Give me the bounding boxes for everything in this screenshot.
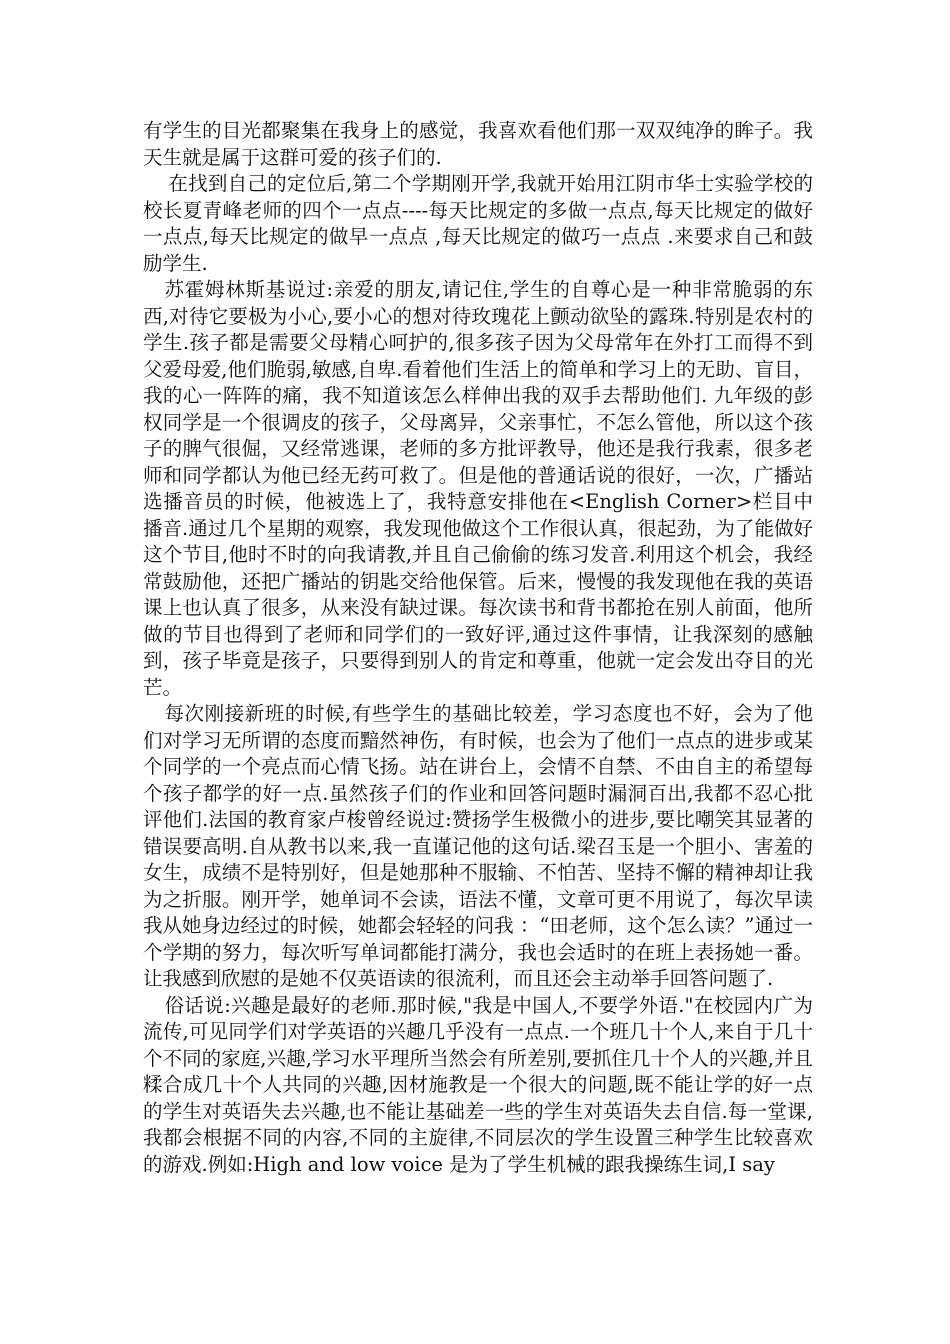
paragraph-1: 有学生的目光都聚集在我身上的感觉，我喜欢看他们那一双双纯净的眸子。我天生就是属于这群可爱的孩子们的. <box>143 119 813 169</box>
paragraph-3: 苏霍姆林斯基说过:亲爱的朋友,请记住,学生的自尊心是一种非常脆弱的东西,对待它要极为小心,要小心的想对待玫瑰花上颤动欲坠的露珠.特别是农村的学生.孩子都是需要父母精心呵护的,很多孩子因为父母常年在外打工而得不到父爱母爱,他们脆弱,敏感,自卑.看着他们生活上的简单和学习上的无助、盲目，我的心一阵阵的痛，我不知道该怎么样伸出我的双手去帮助他们. 九年级的彭权同学是一个很调皮的孩子，父母离异，父亲事忙，不怎么管他，所以这个孩子的脾气很倔，又经常逃课，老师的多方批评教导，他还是我行我素，很多老师和同学都认为他已经无药可救了。但是他的普通话说的很好，一次，广播站选播音员的时候，他被选上了，我特意安排他在<English Corner>栏目中播音.通过几个星期的观察，我发现他做这个工作很认真，很起劲，为了能做好这个节目,他时不时的向我请教,并且自己偷偷的练习发音.利用这个机会，我经常鼓励他，还把广播站的钥匙交给他保管。后来，慢慢的我发现他在我的英语课上也认真了很多，从来没有缺过课。每次读书和背书都抢在别人前面，他所做的节目也得到了老师和同学们的一致好评,通过这件事情，让我深刻的感触到，孩子毕竟是孩子，只要得到别人的肯定和尊重，他就一定会发出夺目的光芒。 <box>143 278 813 699</box>
document-page <box>143 118 813 1178</box>
paragraph-5: 俗话说:兴趣是最好的老师.那时候,"我是中国人,不要学外语."在校园内广为流传,可见同学们对学英语的兴趣几乎没有一点点.一个班几十个人,来自于几十个不同的家庭,兴趣,学习水平理所当然会有所差别,要抓住几十个人的兴趣,并且糅合成几十个人共同的兴趣,因材施教是一个很大的问题,既不能让学的好一点的学生对英语失去兴趣,也不能让基础差一些的学生对英语失去自信.每一堂课,我都会根据不同的内容,不同的主旋律,不同层次的学生设置三种学生比较喜欢的游戏.例如:High and low voice 是为了学生机械的跟我操练生词,I say <box>143 993 813 1176</box>
paragraph-2: 在找到自己的定位后,第二个学期刚开学,我就开始用江阴市华士实验学校的校长夏青峰老师的四个一点点----每天比规定的多做一点点,每天比规定的做好一点点,每天比规定的做早一点点 ,每天比规定的做巧一点点 .来要求自己和鼓励学生. <box>143 172 813 275</box>
paragraph-4: 每次刚接新班的时候,有些学生的基础比较差，学习态度也不好，会为了他们对学习无所谓的态度而黯然神伤，有时候，也会为了他们一点点的进步或某个同学的一个亮点而心情飞扬。站在讲台上，会情不自禁、不由自主的希望每个孩子都学的好一点.虽然孩子们的作业和回答问题时漏洞百出,我都不忍心批评他们.法国的教育家卢梭曾经说过:赞扬学生极微小的进步,要比嘲笑其显著的错误要高明.自从教书以来,我一直谨记他的这句话.梁召玉是一个胆小、害羞的女生，成绩不是特别好，但是她那种不服输、不怕苦、坚持不懈的精神却让我为之折服。刚开学，她单词不会读，语法不懂，文章可更不用说了，每次早读我从她身边经过的时候，她都会轻轻的问我 ：“田老师，这个怎么读？”通过一个学期的努力，每次听写单词都能打满分，我也会适时的在班上表扬她一番。让我感到欣慰的是她不仅英语读的很流利，而且还会主动举手回答问题了. <box>143 702 813 990</box>
